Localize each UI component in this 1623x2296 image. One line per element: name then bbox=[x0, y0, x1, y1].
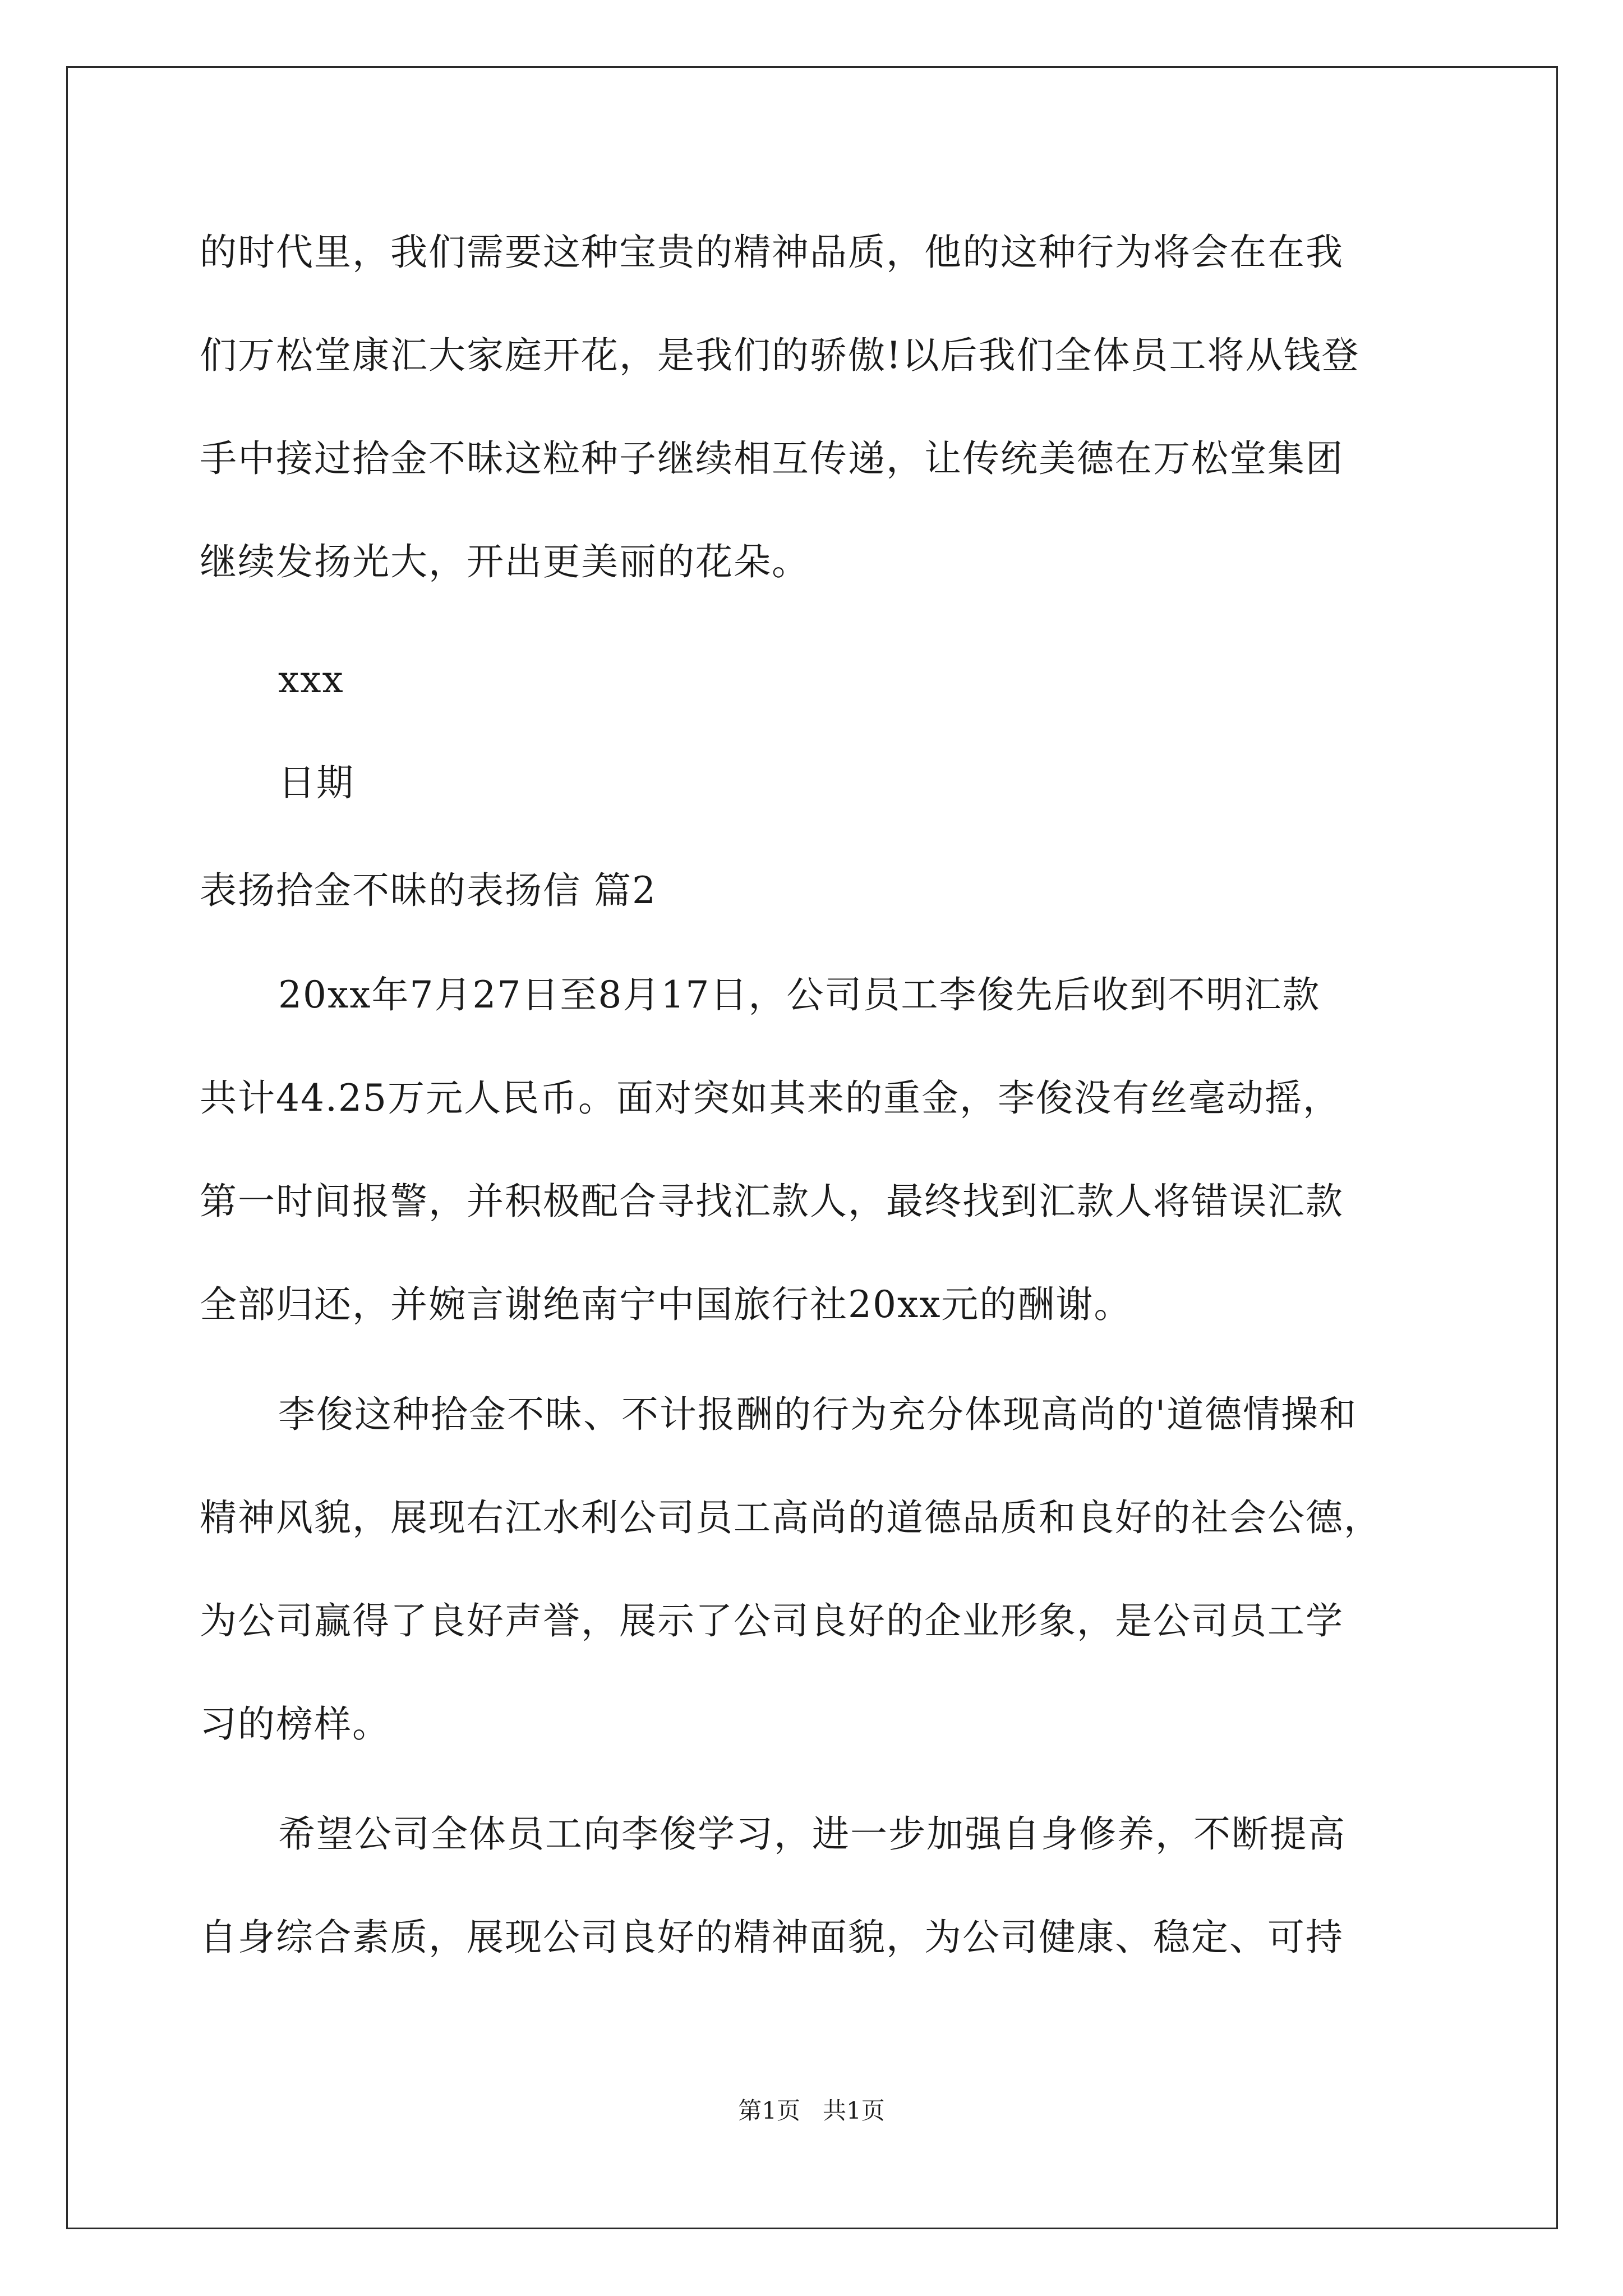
body-text-line: 的时代里，我们需要这种宝贵的精神品质，他的这种行为将会在在我 bbox=[200, 231, 1344, 274]
body-text-line: 手中接过拾金不昧这粒种子继续相互传递，让传统美德在万松堂集团 bbox=[200, 437, 1344, 480]
body-text-line: 精神风貌，展现右江水利公司员工高尚的道德品质和良好的社会公德， bbox=[200, 1496, 1382, 1539]
body-text-line: 习的榜样。 bbox=[200, 1703, 390, 1746]
signature-date: 日期 bbox=[278, 761, 354, 804]
body-text-line: 第一时间报警，并积极配合寻找汇款人，最终找到汇款人将错误汇款 bbox=[200, 1180, 1344, 1223]
body-text-line: 们万松堂康汇大家庭开花，是我们的骄傲!以后我们全体员工将从钱登 bbox=[200, 334, 1360, 377]
section-heading: 表扬拾金不昧的表扬信 篇2 bbox=[200, 869, 657, 912]
body-text-line: 共计44.25万元人民币。面对突如其来的重金，李俊没有丝毫动摇， bbox=[200, 1076, 1341, 1120]
body-text-line: 希望公司全体员工向李俊学习，进一步加强自身修养，不断提高 bbox=[278, 1812, 1346, 1856]
page-footer: 第1页 共1页 bbox=[738, 2097, 885, 2124]
body-text-line: 继续发扬光大，开出更美丽的花朵。 bbox=[200, 540, 810, 583]
page-border bbox=[66, 66, 1558, 2229]
body-text-line: 为公司赢得了良好声誉，展示了公司良好的企业形象，是公司员工学 bbox=[200, 1599, 1344, 1642]
body-text-line: 自身综合素质，展现公司良好的精神面貌，为公司健康、稳定、可持 bbox=[200, 1916, 1344, 1959]
body-text-line: 20xx年7月27日至8月17日，公司员工李俊先后收到不明汇款 bbox=[278, 973, 1321, 1016]
body-text-line: 全部归还，并婉言谢绝南宁中国旅行社20xx元的酬谢。 bbox=[200, 1283, 1132, 1326]
body-text-line: 李俊这种拾金不昧、不计报酬的行为充分体现高尚的'道德情操和 bbox=[278, 1393, 1358, 1436]
signature-name: xxx bbox=[278, 658, 344, 701]
